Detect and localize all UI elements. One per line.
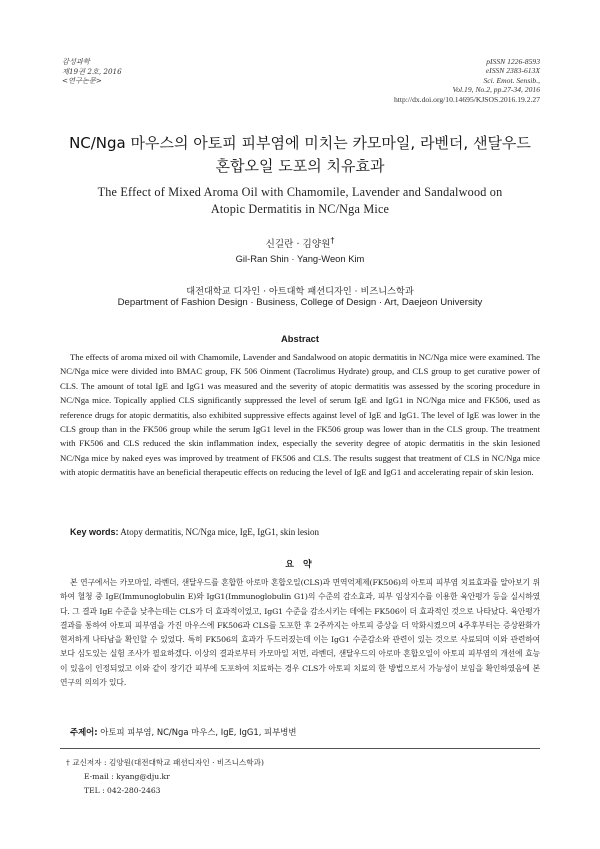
volume-en: Vol.19, No.2, pp.27-34, 2016 xyxy=(452,85,540,95)
authors-ko-names: 신길란 · 김양원 xyxy=(265,239,331,251)
footnote-divider xyxy=(60,748,540,749)
keywords-ko-label: 주제어: xyxy=(70,727,98,737)
eissn: eISSN 2383-613X xyxy=(485,66,540,76)
footnote-author-line: 교신저자 : 김양원(대전대학교 패션디자인 · 비즈니스학과) xyxy=(72,758,264,767)
footnote-tel: TEL : 042-280-2463 xyxy=(84,786,161,795)
volume-ko: 제19권 2호, 2016 xyxy=(62,66,122,76)
article-type-ko: <연구논문> xyxy=(62,76,102,86)
title-ko-line2: 혼합오일 도포의 치유효과 xyxy=(215,157,385,175)
footnote-email: E-mail : kyang@dju.kr xyxy=(84,772,170,781)
journal-header-right xyxy=(394,57,540,104)
affiliation-ko: 대전대학교 디자인 · 아트대학 패션디자인 · 비즈니스학과 xyxy=(186,286,414,297)
paper-title-en xyxy=(0,184,600,218)
keywords-ko-list: 아토피 피부염, NC/Nga 마우스, IgE, IgG1, 피부병변 xyxy=(100,727,297,737)
journal-name-en: Sci. Emot. Sensib., xyxy=(483,75,540,85)
corresponding-author-footnote xyxy=(66,756,264,798)
title-ko-line1: NC/Nga 마우스의 아토피 피부염에 미치는 카모마일, 라벤더, 샌달우드 xyxy=(69,134,531,152)
keywords-ko xyxy=(70,726,540,738)
keywords-label: Key words: xyxy=(70,527,119,537)
title-en-line2: Atopic Dermatitis in NC/Nga Mice xyxy=(210,202,390,216)
abstract-heading: Abstract xyxy=(280,333,320,344)
affiliation-en: Department of Fashion Design · Business, College of Design · Art, Daejeon University xyxy=(117,297,483,308)
summary-ko-text: 본 연구에서는 카모마일, 라벤더, 샌달우드를 혼합한 아로마 혼합오일(CLS)과 면역억제제(FK506)의 아토피 피부염 치료효과를 알아보기 위하여 혈청 중 IgE(Immunoglobulin E)와 IgG1(Immunoglobulin G1)의 수준의 감소효과, 피부 임상지수를 이용한 육안평가 등을 실시하였다. 그 결과 IgE 수준을 낮추는데는 CLS가 더 효과적이었고, IgG1 수준을 감소시키는 데에는 FK506이 더 효과적인 것으로 나타났다. 육안평가 결과를 통하여 아토피 피부염을 가진 마우스에 FK506과 CLS를 도포한 후 2주까지는 아토피 증상을 더 악화시켰으며 4주후부터는 증상완화가 현저하게 나타남을 확인할 수 있었다. 특히 FK506의 효과가 두드러졌는데 이는 IgG1 수준감소와 관련이 있는 것으로 사료되며 이와 관련하여 보다 심도있는 실험 조사가 필요하겠다. 이상의 결과로부터 카모마일 저먼, 라벤더, 샌달우드의 아로마 혼합오일이 아토피 피부염의 개선에 효능이 있음이 인정되었고 이와 같이 장기간 피부에 도포하여 치료하는 경우 CLS가 아토피 치료의 한 방법으로서 가능성이 보임을 확인하였음에 본 연구의 의의가 있다. xyxy=(60,578,540,688)
authors-ko xyxy=(0,236,600,250)
summary-ko-heading: 요 약 xyxy=(285,560,315,570)
title-en-line1: The Effect of Mixed Aroma Oil with Chamomile, Lavender and Sandalwood on xyxy=(97,185,503,199)
authors-en: Gil-Ran Shin · Yang-Weon Kim xyxy=(235,253,365,264)
keywords-en xyxy=(70,527,540,537)
pissn: pISSN 1226-8593 xyxy=(486,57,540,66)
keywords-list: Atopy dermatitis, NC/Nga mice, IgE, IgG1, skin lesion xyxy=(120,527,320,537)
abstract-text: The effects of aroma mixed oil with Chamomile, Lavender and Sandalwood on atopic dermatitis in NC/Nga mice were examined. The NC/Nga mice were divided into BMAC group, FK 506 Oinment (Tacrolimus Hydrate) group, and CLS group to get curative power of CLS. The amount of total IgE and IgG1 was measured and the severity of atopic dermatitis was assessed by the scoring procedure in NC/Nga mice. Topically applied CLS significantly suppressed the level of serum IgE and IgG1 in NC/Nga mice and FK506, used as reference drugs for atopic dermatitis, also exhibited suppressive effects against level of IgE and IgG1. The level of IgE was lower in the CLS group than in the FK506 group while the serum IgG1 level in the FK506 group was lower than in the CLS group. The treatment with FK506 and CLS reduced the skin inflammation index, especially the severity degree of atopic dermatitis in the skin lesioned NC/Nga mice by naked eyes was improved by treatment of FK506 and CLS. The results suggest that treatment of CLS in NC/Nga mice with atopic dermatitis have an beneficial therapeutic effects on reducing the level of IgE and IgG1 and accelerating repair of skin lesion. xyxy=(60,352,540,478)
footnote-author-row xyxy=(66,756,264,770)
paper-title-ko xyxy=(0,132,600,178)
doi-link[interactable]: http://dx.doi.org/10.14695/KJSOS.2016.19.2.27 xyxy=(393,94,540,104)
corresponding-author-mark: † xyxy=(330,236,335,245)
journal-header-left xyxy=(62,57,122,86)
journal-name-ko: 감성과학 xyxy=(62,57,90,66)
footnote-mark: † xyxy=(66,758,70,767)
